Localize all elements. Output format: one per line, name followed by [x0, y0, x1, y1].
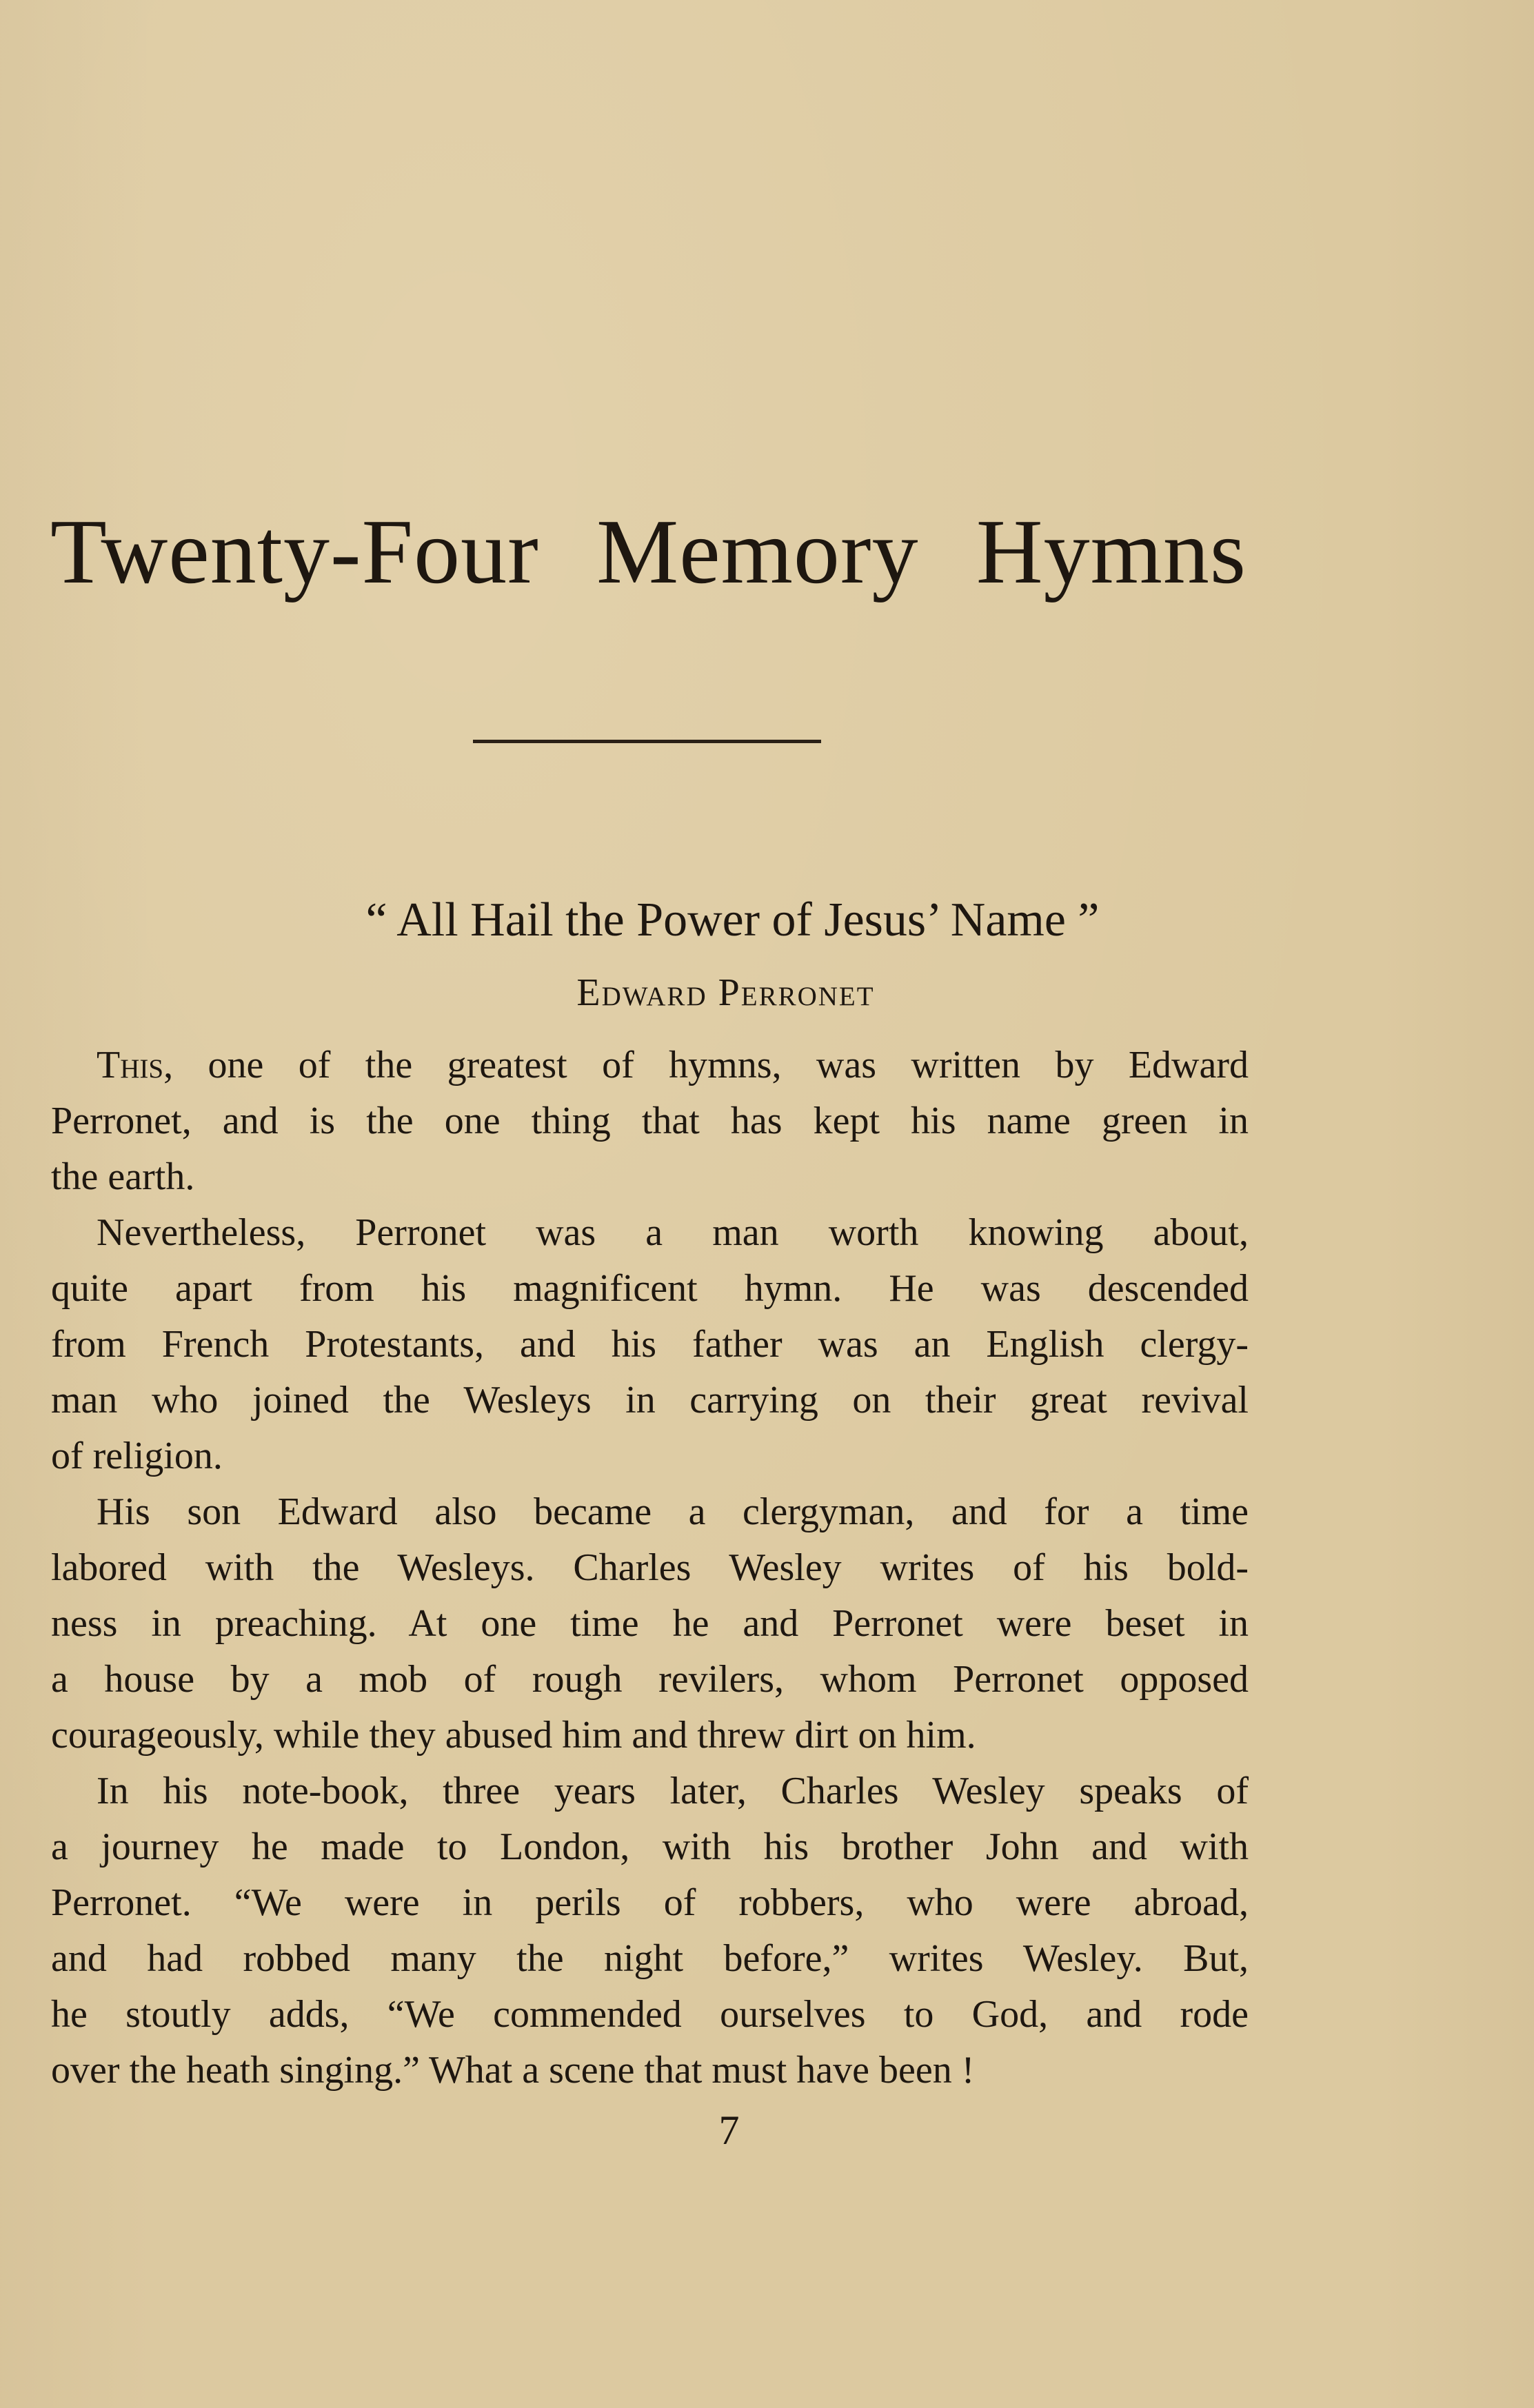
line-text: over the heath singing.” What a scene that must have been ! — [51, 2049, 975, 2092]
text-line — [51, 1819, 1249, 1875]
paragraph — [51, 1038, 1249, 1205]
page-number-text: 7 — [718, 2107, 740, 2153]
line-text: he stoutly adds, “We commended ourselves to God, and rode — [51, 1993, 1249, 2036]
lead-word: This — [97, 1044, 164, 1086]
line-text: labored with the Wesleys. Charles Wesley writes of his bold- — [51, 1546, 1249, 1589]
line-text: Perronet. “We were in perils of robbers, who were abroad, — [51, 1881, 1249, 1924]
title-divider-rule — [473, 740, 821, 743]
paragraph — [51, 1484, 1249, 1763]
line-text: Nevertheless, Perronet was a man worth knowing about, — [97, 1211, 1249, 1254]
text-line — [51, 1038, 1249, 1093]
text-line — [51, 1261, 1249, 1317]
line-text: quite apart from his magnificent hymn. He was descended — [51, 1267, 1249, 1310]
paragraph — [51, 1205, 1249, 1484]
line-text: the earth. — [51, 1155, 195, 1198]
text-line — [51, 1093, 1249, 1149]
line-text: man who joined the Wesleys in carrying on their great revival — [51, 1379, 1249, 1421]
hymn-title — [0, 889, 1534, 951]
text-line — [51, 1205, 1249, 1261]
text-line — [51, 1540, 1249, 1596]
line-text: His son Edward also became a clergyman, and for a time — [97, 1490, 1249, 1533]
text-line — [51, 1317, 1249, 1373]
text-line — [51, 1484, 1249, 1540]
text-line — [51, 1708, 1249, 1763]
text-line — [51, 1931, 1249, 1987]
page-number — [0, 2103, 1534, 2158]
hymn-author — [0, 969, 1534, 1017]
line-text: a journey he made to London, with his brother John and with — [51, 1825, 1249, 1868]
line-text: In his note-book, three years later, Charles Wesley speaks of — [97, 1770, 1249, 1812]
text-line — [51, 1763, 1249, 1819]
line-text: of religion. — [51, 1435, 223, 1477]
page-title: Twenty-Four Memory Hymns — [50, 500, 1247, 603]
hymn-title-text: “ All Hail the Power of Jesus’ Name ” — [365, 893, 1100, 947]
line-text: courageously, while they abused him and threw dirt on him. — [51, 1714, 976, 1757]
line-text: Perronet, and is the one thing that has kept his name green in — [51, 1100, 1249, 1142]
line-text: ness in preaching. At one time he and Perronet were beset in — [51, 1602, 1249, 1645]
hymn-author-text: Edward Perronet — [576, 971, 875, 1014]
text-line — [51, 1428, 1249, 1484]
paragraph — [51, 1763, 1249, 2098]
text-line — [51, 1987, 1249, 2043]
text-line — [51, 1596, 1249, 1652]
text-line — [51, 1652, 1249, 1708]
line-text: and had robbed many the night before,” writes Wesley. But, — [51, 1937, 1249, 1980]
text-line — [51, 1149, 1249, 1205]
text-line — [51, 2043, 1249, 2098]
text-line — [51, 1875, 1249, 1931]
line-text: a house by a mob of rough revilers, whom Perronet opposed — [51, 1658, 1249, 1701]
body-text — [51, 1038, 1249, 2098]
line-text: from French Protestants, and his father was an English clergy- — [51, 1323, 1249, 1366]
line-text: , one of the greatest of hymns, was written by Edward — [163, 1044, 1249, 1086]
text-line — [51, 1373, 1249, 1428]
